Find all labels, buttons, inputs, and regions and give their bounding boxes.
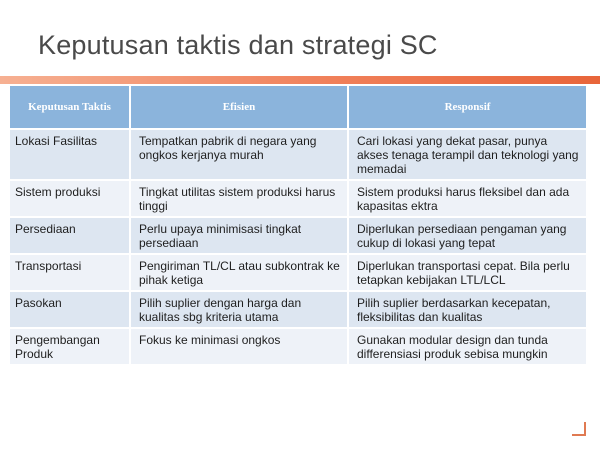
decision-table	[10, 86, 586, 364]
table-row	[10, 129, 586, 180]
header-efisien: Efisien	[130, 86, 348, 129]
row-label: Pasokan	[10, 291, 130, 328]
efisien-cell: Pengiriman TL/CL atau subkontrak ke pihak ketiga	[130, 254, 348, 291]
row-label: Transportasi	[10, 254, 130, 291]
responsif-cell: Pilih suplier berdasarkan kecepatan, fleksibilitas dan kualitas	[348, 291, 586, 328]
responsif-cell: Sistem produksi harus fleksibel dan ada kapasitas ektra	[348, 180, 586, 217]
table-row	[10, 291, 586, 328]
corner-mark	[572, 422, 586, 436]
table-header-row	[10, 86, 586, 129]
table-row	[10, 328, 586, 364]
efisien-cell: Fokus ke minimasi ongkos	[130, 328, 348, 364]
accent-bar	[0, 76, 600, 84]
responsif-cell: Diperlukan transportasi cepat. Bila perlu tetapkan kebijakan LTL/LCL	[348, 254, 586, 291]
efisien-cell: Pilih suplier dengan harga dan kualitas sbg kriteria utama	[130, 291, 348, 328]
header-responsif: Responsif	[348, 86, 586, 129]
table-row	[10, 217, 586, 254]
efisien-cell: Perlu upaya minimisasi tingkat persediaan	[130, 217, 348, 254]
table-row	[10, 180, 586, 217]
efisien-cell: Tempatkan pabrik di negara yang ongkos kerjanya murah	[130, 129, 348, 180]
responsif-cell: Diperlukan persediaan pengaman yang cukup di lokasi yang tepat	[348, 217, 586, 254]
header-keputusan-taktis: Keputusan Taktis	[10, 86, 130, 129]
row-label: Lokasi Fasilitas	[10, 129, 130, 180]
row-label: Pengembangan Produk	[10, 328, 130, 364]
slide-title: Keputusan taktis dan strategi SC	[38, 30, 438, 60]
responsif-cell: Cari lokasi yang dekat pasar, punya akses tenaga terampil dan teknologi yang memadai	[348, 129, 586, 180]
responsif-cell: Gunakan modular design dan tunda differensiasi produk sebisa mungkin	[348, 328, 586, 364]
efisien-cell: Tingkat utilitas sistem produksi harus tinggi	[130, 180, 348, 217]
table-row	[10, 254, 586, 291]
row-label: Sistem produksi	[10, 180, 130, 217]
row-label: Persediaan	[10, 217, 130, 254]
